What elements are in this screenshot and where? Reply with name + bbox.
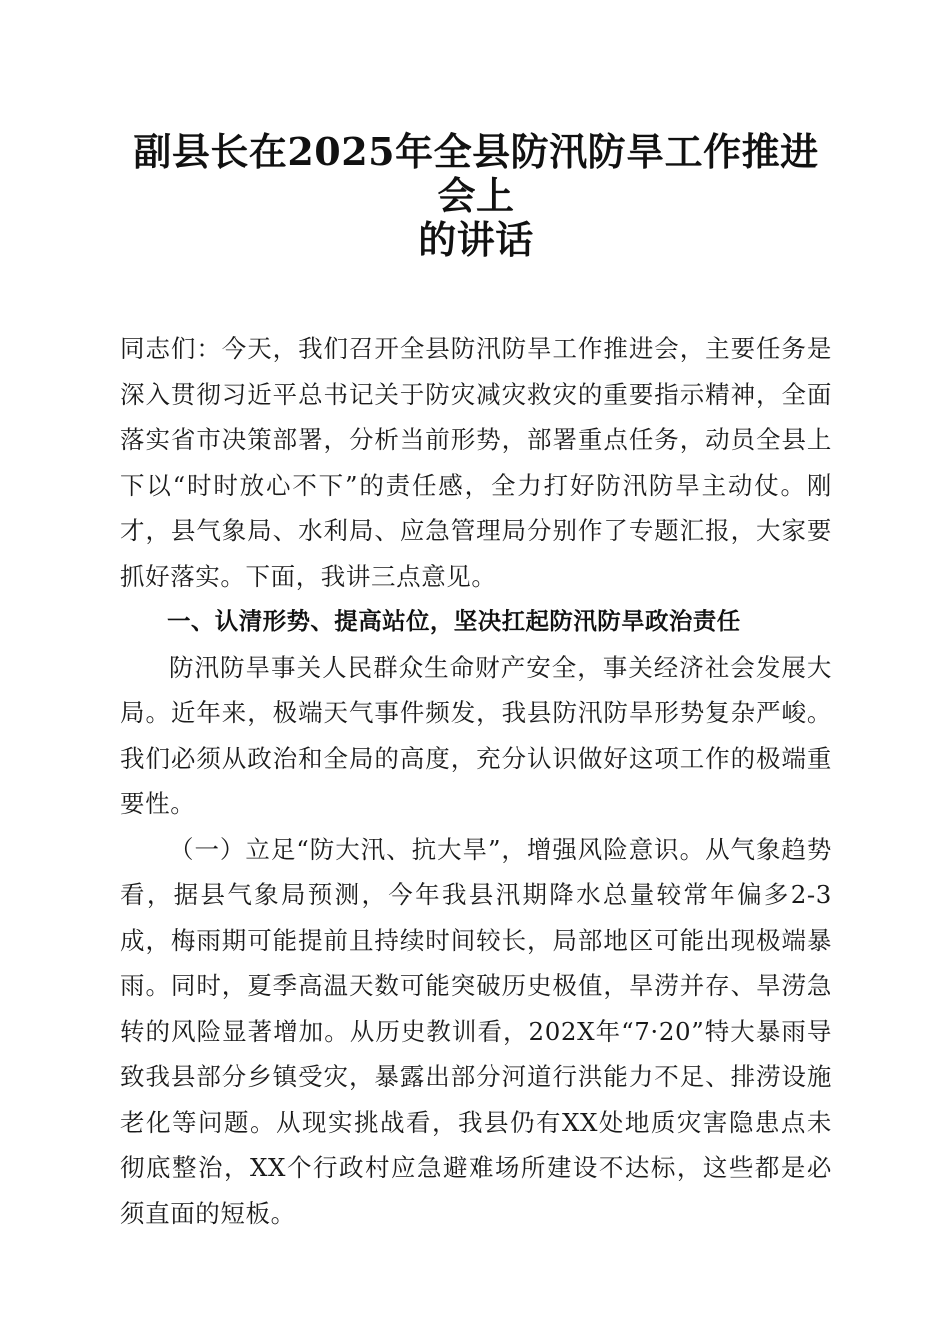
title-line-1: 副县长在2025年全县防汛防旱工作推进会上: [133, 129, 819, 218]
document-title: [120, 130, 832, 262]
section-1-heading: 一、认清形势、提高站位，坚决扛起防汛防旱政治责任: [167, 607, 741, 635]
title-line-2: 的讲话: [418, 217, 534, 262]
section-1-item-1-paragraph: （一）立足“防大汛、抗大旱”，增强风险意识。从气象趋势看，据县气象局预测，今年我县汛期降水总量较常年偏多2-3成，梅雨期可能提前且持续时间较长，局部地区可能出现极端暴雨。同时，夏季高温天数可能突破历史极值，旱涝并存、旱涝急转的风险显著增加。从历史教训看，202X年“7·20”特大暴雨导致我县部分乡镇受灾，暴露出部分河道行洪能力不足、排涝设施老化等问题。从现实挑战看，我县仍有XX处地质灾害隐患点未彻底整治，XX个行政村应急避难场所建设不达标，这些都是必须直面的短板。: [120, 834, 832, 1228]
opening-paragraph: 同志们：今天，我们召开全县防汛防旱工作推进会，主要任务是深入贯彻习近平总书记关于防灾减灾救灾的重要指示精神，全面落实省市决策部署，分析当前形势，部署重点任务，动员全县上下以“时时放心不下”的责任感，全力打好防汛防旱主动仗。刚才，县气象局、水利局、应急管理局分别作了专题汇报，大家要抓好落实。下面，我讲三点意见。: [120, 334, 832, 591]
section-1-intro-paragraph: 防汛防旱事关人民群众生命财产安全，事关经济社会发展大局。近年来，极端天气事件频发，我县防汛防旱形势复杂严峻。我们必须从政治和全局的高度，充分认识做好这项工作的极端重要性。: [120, 652, 832, 818]
